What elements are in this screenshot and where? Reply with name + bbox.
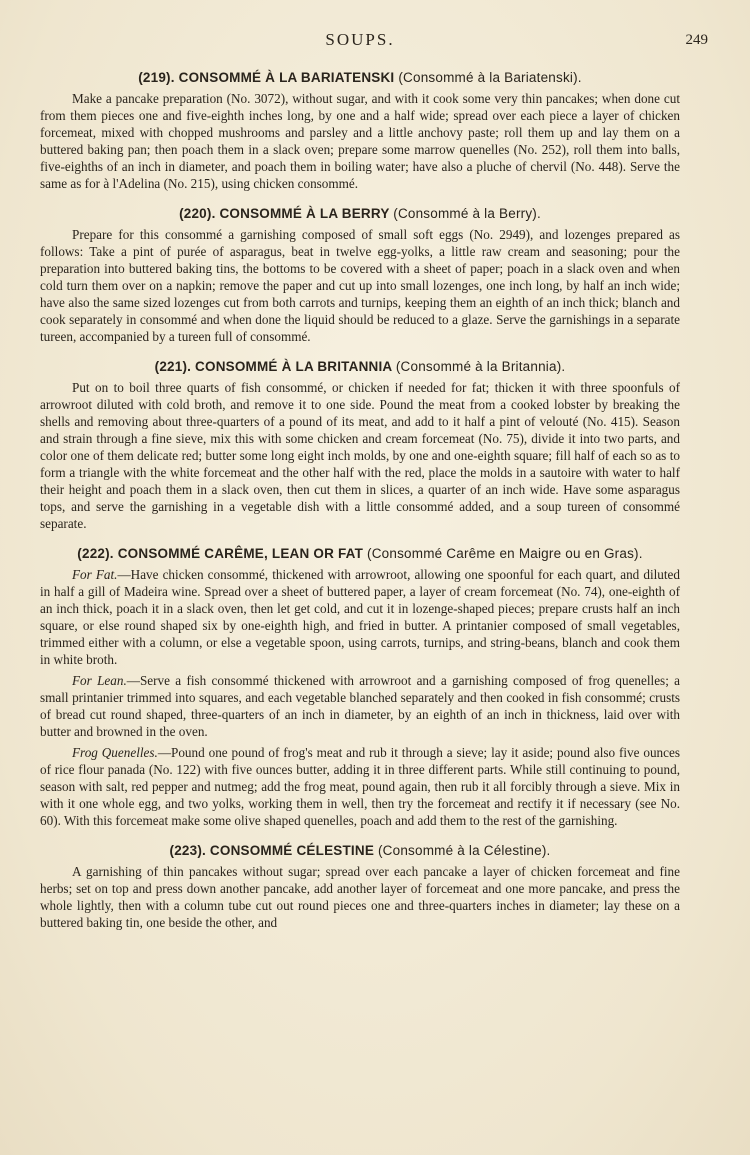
recipe-text: A garnishing of thin pancakes without sugar; spread over each pancake a layer of chicken forcemeat and fine herbs; set on top and press down another pancake, add another layer of forcemeat and one more pancake, and press the whole lightly, then with a column tube cut out round pieces one and three-quarters inches in diameter; lay these on a buttered baking tin, one beside the other, and [40, 864, 680, 930]
recipe-221 [40, 359, 680, 532]
recipe-text: —Pound one pound of frog's meat and rub it through a sieve; lay it aside; pound also five ounces of rice flour panada (No. 122) with five ounces butter, adding it in three different parts. While still continuing to pound, season with salt, red pepper and nutmeg; add the frog meat, pound again, then rub it all forcibly through a sieve. Mix in with it one whole egg, and two yolks, working them in well, then try the forcemeat and rectify it if necessary (see No. 60). With this forcemeat make some olive shaped quenelles, poach and add them to the rest of the garnishing. [40, 745, 680, 828]
recipe-paragraph [40, 226, 680, 345]
recipe-title-french: (Consommé Carême en Maigre ou en Gras). [367, 546, 643, 561]
recipe-text: Make a pancake preparation (No. 3072), without sugar, and with it cook some very thin pancakes; when done cut from them pieces one and five-eighth inches long, by one and a half wide; spread over each piece a layer of chicken forcemeat, mixed with chopped mushrooms and parsley and a little anchovy paste; roll them up and lay them on a buttered baking pan; then poach them in a slack oven; prepare some marrow quenelles (No. 252), roll them into balls, five-eighths of an inch in diameter, and poach them in boiling water; have also a pluche of chervil (No. 448). Serve the same as for à l'Adelina (No. 215), using chicken consommé. [40, 91, 680, 191]
paragraph-lead: For Lean. [72, 673, 127, 688]
running-head [40, 30, 708, 52]
recipe-text: Put on to boil three quarts of fish consommé, or chicken if needed for fat; thicken it with three spoonfuls of arrowroot diluted with cold broth, and remove it to one side. Pound the meat from a cooked lobster by breaking the shells and removing about three-quarters of a pound of its meat, and add to it half a pint of velouté (No. 415). Season and strain through a fine sieve, mix this with some chicken and cream forcemeat (No. 75), divide it into two parts, and color one of them delicate red; butter some long eight inch molds, by one and one-eighth square; fill half of each so as to form a triangle with the white forcemeat and the other half with the red, place the molds in a sautoire with water to half their height and poach them in a slack oven, then cut them in slices, a quarter of an inch wide. Have some asparagus tops, and serve the garnishing in a vegetable dish with a little consommé added, and a soup tureen of consommé separate. [40, 380, 680, 531]
recipe-paragraph [40, 90, 680, 192]
recipe-text: —Serve a fish consommé thickened with arrowroot and a garnishing composed of frog quenelles; a small printanier trimmed into squares, and each vegetable blanched separately and then cooked in fish consommé; crusts of bread cut round shaped, three-quarters of an inch in diameter, by an eighth of an inch in thickness, laid over with butter and browned in the oven. [40, 673, 681, 739]
paragraph-lead: Frog Quenelles. [72, 745, 158, 760]
recipe-title-main: (220). CONSOMMÉ À LA BERRY [179, 206, 390, 221]
recipe-text: Prepare for this consommé a garnishing composed of small soft eggs (No. 2949), and lozenges prepared as follows: Take a pint of purée of asparagus, beat in twelve egg-yolks, a little raw cream and seasoning; pour the preparation into buttered baking tins, the bottoms to be covered with a sheet of paper; poach in a slack oven and when cold turn them over on a napkin; remove the paper and cut up into small lozenges, one inch long, by half an inch wide; have also the same sized lozenges cut from both carrots and turnips, keeping them an eighth of an inch thick; blanch and cook separately in consommé and when done the liquid should be reduced to a glaze. Serve the garnishings in a separate tureen, accompanied by a tureen full of consommé. [40, 227, 680, 344]
paragraph-lead: For Fat. [72, 567, 118, 582]
recipe-title [40, 359, 680, 374]
recipe-223 [40, 843, 680, 931]
recipe-title-main: (221). CONSOMMÉ À LA BRITANNIA [154, 359, 392, 374]
running-title: SOUPS. [325, 30, 395, 49]
page-number: 249 [685, 32, 708, 48]
recipe-title-french: (Consommé à la Britannia). [395, 359, 566, 374]
recipe-title [40, 206, 680, 221]
recipe-title [40, 843, 680, 858]
recipe-title-french: (Consommé à la Célestine). [377, 843, 551, 858]
recipe-title-french: (Consommé à la Berry). [393, 206, 541, 221]
recipe-219 [40, 70, 680, 192]
recipe-title-main: (222). CONSOMMÉ CARÊME, LEAN OR FAT [77, 546, 364, 561]
recipe-paragraph [40, 379, 680, 532]
recipe-title-main: (223). CONSOMMÉ CÉLESTINE [169, 843, 375, 858]
recipe-paragraph-frog-quenelles [40, 744, 680, 829]
recipe-222 [40, 546, 680, 829]
recipe-220 [40, 206, 680, 345]
recipe-title-french: (Consommé à la Bariatenski). [398, 70, 582, 85]
recipe-text: —Have chicken consommé, thickened with arrowroot, allowing one spoonful for each quart, and diluted in half a gill of Madeira wine. Spread over a sheet of buttered paper, a layer of cream forcemeat (No. 74), one-eighth of an inch thick, poach it in a slack oven, then let get cold, and cut it in lozenge-shaped pieces; prepare crusts half an inch square, or else round shaped six by one-eighth high, and fried in butter. A printanier composed of small vegetables, trimmed either with a column, or else a vegetable spoon, using carrots, turnips, and string-beans, blanch and cook them in white broth. [40, 567, 680, 667]
recipe-title [40, 70, 680, 85]
recipe-paragraph-lean [40, 672, 680, 740]
recipe-title [40, 546, 680, 561]
recipe-title-main: (219). CONSOMMÉ À LA BARIATENSKI [138, 70, 395, 85]
recipe-paragraph-fat [40, 566, 680, 668]
recipe-paragraph [40, 863, 680, 931]
